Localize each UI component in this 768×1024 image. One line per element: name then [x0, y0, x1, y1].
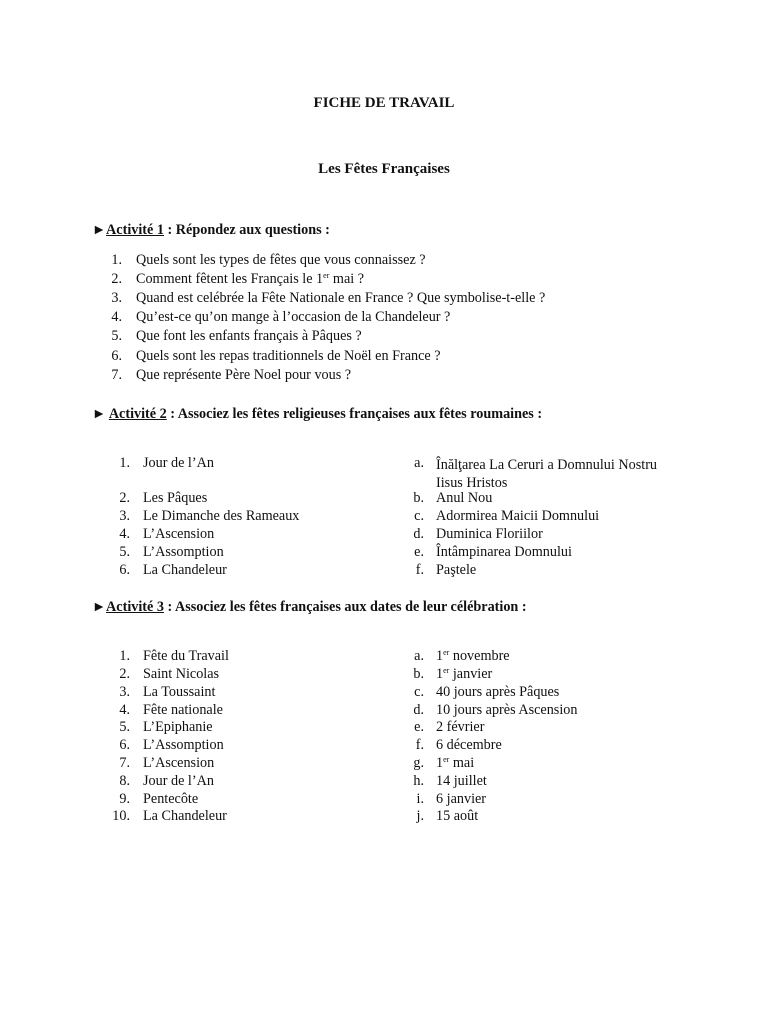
activity3-instruction: : Associez les fêtes françaises aux dates de leur célébration :	[163, 599, 527, 615]
page-subtitle: Les Fêtes Françaises	[318, 161, 450, 177]
activity1-heading	[92, 223, 330, 237]
worksheet-page: FICHE DE TRAVAIL Les Fêtes Françaises ►Activité 1 : Répondez aux questions : 1. Quels sont les types de fêtes que vous connaissez ? 2. Comment fêtent les Français le 1er mai ? 3. Quand est celébrée la Fête Nationale en France ? Que symbolise-t-elle ? 4. Qu’est-ce qu’on mange à l’occasion de la Chandeleur ? 5. Que font les enfants français à Pâques ? 6. Quels sont les repas traditionnels de Noël en France ? 7. Que représente Père Noel pour vous ? ► Activité 2 : Associez les fêtes religieuses françaises aux fêtes roumaines : 1. Jour de l’An 2. Les Pâques 3. Le Dimanche des Rameaux 4. L’Ascension 5. L’Assomption 6. La Chandeleur a. Înălţarea La Ceruri a Domnului Nostru Iisus Hristos b. Anul Nou c. Adormirea Maicii Domnului d. Duminica Floriilor e. Întâmpinarea Domnului f. Paştele ►Activité 3 : Associez les fêtes françaises aux dates de leur célébration : 1. Fête du Travail 2. Saint Nicolas 3. La Toussaint 4. Fête nationale 5. L’Epiphanie 6. L’Assomption 7. L’Ascension 8. Jour de l’An 9. Pentecôte 10. La Chandeleur a. 1er novembre b. 1er janvier c. 40 jours après Pâques d. 10 jours après Ascension e. 2 février f. 6 décembre g. 1er mai h. 14 juillet i. 6 janvier j. 15 août	[0, 0, 768, 1024]
arrow-icon: ►	[92, 599, 107, 615]
arrow-icon: ►	[92, 406, 107, 422]
activity3-label: Activité 3	[106, 599, 164, 615]
activity3-heading	[92, 600, 527, 614]
activity2-label: Activité 2	[108, 406, 167, 422]
activity1-label: Activité 1	[106, 222, 164, 238]
activity1-instruction: : Répondez aux questions :	[163, 222, 330, 238]
activity2-instruction: : Associez les fêtes religieuses françaises aux fêtes roumaines :	[166, 406, 543, 422]
page-title: FICHE DE TRAVAIL	[313, 95, 455, 111]
activity2-heading	[92, 407, 542, 421]
arrow-icon: ►	[92, 222, 107, 238]
